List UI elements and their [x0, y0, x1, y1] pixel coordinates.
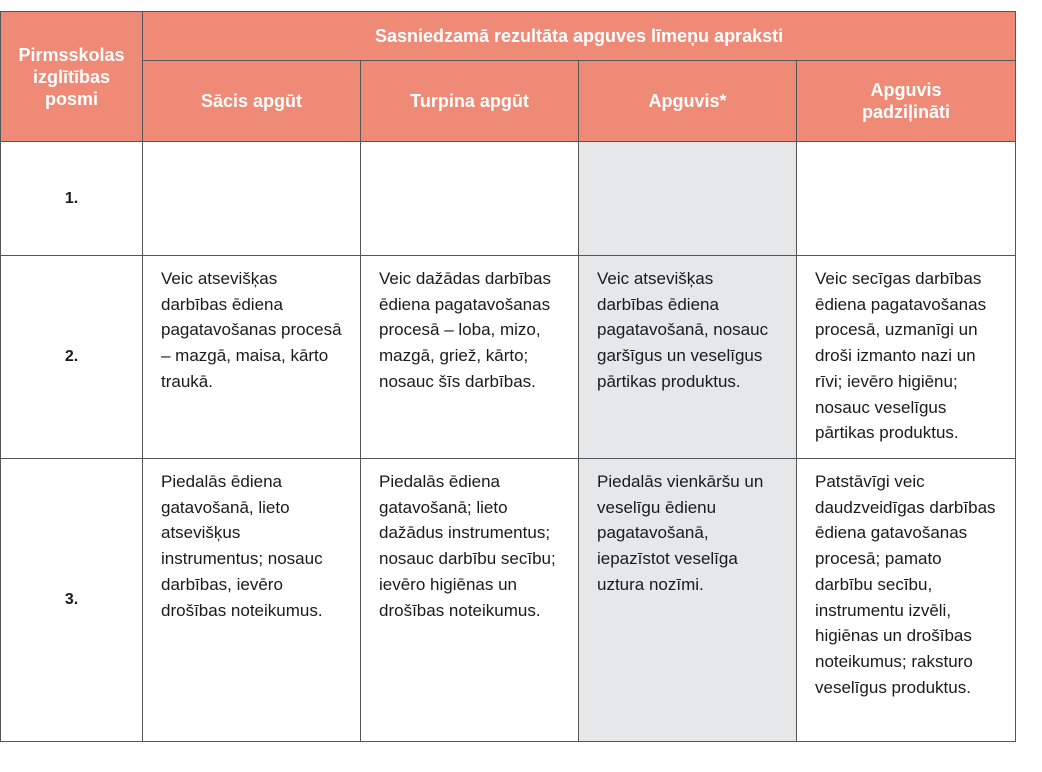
cell-continuing: [361, 142, 579, 256]
table-row: [1, 459, 1016, 742]
header-level-achieved: Apguvis*: [579, 61, 797, 142]
cell-achieved: [579, 142, 797, 256]
header-level-started: Sācis apgūt: [143, 61, 361, 142]
achievement-levels-table: [0, 11, 1016, 742]
header-level-advanced: Apguvis padziļināti: [797, 61, 1016, 142]
table-row: [1, 256, 1016, 459]
cell-advanced: Patstāvīgi veic daudzveidīgas darbības ēdiena gatavošanas procesā; pamato darbību secību, instrumentu izvēli, higiēnas un drošības noteikumus; raksturo veselīgus produktus.: [797, 459, 1016, 742]
header-row-top: [1, 12, 1016, 61]
cell-continuing: Veic dažādas darbības ēdiena pagatavošanas procesā – loba, mizo, mazgā, griež, kārto; nosauc šīs darbības.: [361, 256, 579, 459]
stage-number: 2.: [1, 256, 143, 459]
cell-started: [143, 142, 361, 256]
cell-achieved: Veic atsevišķas darbības ēdiena pagatavošanā, nosauc garšīgus un veselīgus pārtikas produktus.: [579, 256, 797, 459]
cell-started: Veic atsevišķas darbības ēdiena pagatavošanas procesā – mazgā, maisa, kārto traukā.: [143, 256, 361, 459]
cell-started: Piedalās ēdiena gatavošanā, lieto atsevišķus instrumentus; nosauc darbības, ievēro drošības noteikumus.: [143, 459, 361, 742]
cell-achieved: Piedalās vienkāršu un veselīgu ēdienu pagatavošanā, iepazīstot veselīga uztura nozīmi.: [579, 459, 797, 742]
header-level-descriptions: Sasniedzamā rezultāta apguves līmeņu apraksti: [143, 12, 1016, 61]
header-stages: Pirmsskolas izglītības posmi: [1, 12, 143, 142]
cell-advanced: Veic secīgas darbības ēdiena pagatavošanas procesā, uzmanīgi un droši izmanto nazi un rīvi; ievēro higiēnu; nosauc veselīgus pārtikas produktus.: [797, 256, 1016, 459]
stage-number: 1.: [1, 142, 143, 256]
header-level-continuing: Turpina apgūt: [361, 61, 579, 142]
table-header: [1, 12, 1016, 142]
table-body: [1, 142, 1016, 742]
cell-continuing: Piedalās ēdiena gatavošanā; lieto dažādus instrumentus; nosauc darbību secību; ievēro higiēnas un drošības noteikumus.: [361, 459, 579, 742]
stage-number: 3.: [1, 459, 143, 742]
cell-advanced: [797, 142, 1016, 256]
header-row-levels: [1, 61, 1016, 142]
table-row: [1, 142, 1016, 256]
